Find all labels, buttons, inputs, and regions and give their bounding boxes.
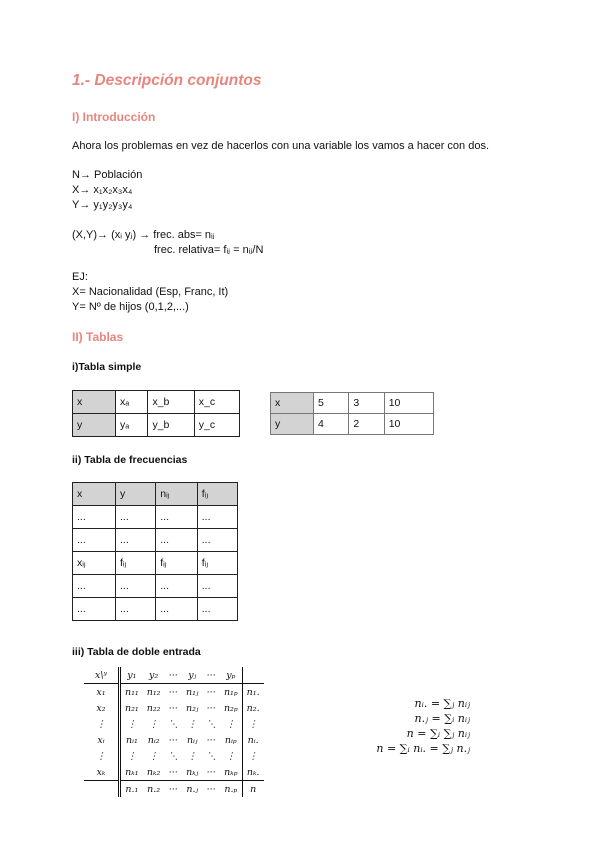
double-entry-table xyxy=(84,667,264,797)
table-cell: yₐ xyxy=(116,414,148,437)
table-cell xyxy=(84,781,120,798)
table-row xyxy=(73,552,238,575)
table-cell: ··· xyxy=(206,783,216,795)
table-cell: yₚ xyxy=(220,667,242,684)
table-cell: n₁. xyxy=(242,684,263,701)
table-row xyxy=(84,732,264,748)
x-definition: X→ x₁x₂x₃x₄ xyxy=(72,184,133,196)
table-cell: n₁ⱼ xyxy=(186,686,199,698)
table-cell: xᵢⱼ xyxy=(73,552,116,575)
table-cell: x\ʸ xyxy=(84,667,120,684)
table-cell: n₂. xyxy=(242,700,263,716)
rel-frequency-line: frec. relativa= fᵢⱼ = nᵢⱼ/N xyxy=(154,244,264,256)
table-cell: ... xyxy=(197,598,237,621)
example-y: Y= Nº de hijos (0,1,2,...) xyxy=(72,301,189,313)
marginal-formulas xyxy=(340,696,470,756)
table-cell: fᵢⱼ xyxy=(197,552,237,575)
table-cell: xᵢ xyxy=(84,732,120,748)
table-cell: ··· xyxy=(168,686,178,698)
double-table-heading: iii) Tabla de doble entrada xyxy=(72,646,201,658)
table-cell: 2 xyxy=(349,414,384,435)
table-cell: ⋱ xyxy=(168,750,178,762)
table-cell: x xyxy=(271,393,314,414)
table-cell: ··· xyxy=(202,764,220,781)
table-cell: ··· xyxy=(202,667,220,684)
example-x: X= Nacionalidad (Esp, Franc, It) xyxy=(72,286,229,298)
simple-table-heading: i)Tabla simple xyxy=(72,361,142,373)
table-cell: 3 xyxy=(349,393,384,414)
table-cell: 4 xyxy=(314,414,349,435)
table-cell: ⋮ xyxy=(127,718,137,730)
table-cell: ⋱ xyxy=(168,718,178,730)
table-cell: y₂ xyxy=(143,667,165,684)
n-definition: N→ Población xyxy=(72,169,143,181)
table-cell: ... xyxy=(197,506,237,529)
table-cell: fᵢⱼ xyxy=(156,552,198,575)
table-cell: ... xyxy=(156,598,198,621)
table-cell: 10 xyxy=(384,393,433,414)
table-cell: ... xyxy=(73,529,116,552)
table-cell: n₁ₚ xyxy=(223,686,238,698)
table-cell: n₁₂ xyxy=(146,686,161,698)
formula-line: n = ∑ᵢ nᵢ. = ∑ⱼ n.ⱼ xyxy=(376,742,470,755)
table-cell: x_b xyxy=(148,391,194,414)
table-cell xyxy=(242,667,263,684)
table-cell: ⋮ xyxy=(242,748,263,764)
table-row xyxy=(84,700,264,716)
table-row xyxy=(84,781,264,798)
table-row xyxy=(271,393,434,414)
simple-table-numeric xyxy=(270,392,434,435)
table-cell: nᵢ. xyxy=(242,732,263,748)
table-cell: ... xyxy=(156,506,198,529)
table-header-cell: nᵢⱼ xyxy=(156,483,198,506)
example-label: EJ: xyxy=(72,271,88,283)
section-heading-intro: I) Introducción xyxy=(72,110,156,124)
table-header-cell: x xyxy=(73,483,116,506)
table-cell: ... xyxy=(73,575,116,598)
table-row xyxy=(84,716,264,732)
table-cell: nᵢ₁ xyxy=(125,734,138,746)
page-title: 1.- Descripción conjuntos xyxy=(72,72,262,89)
table-cell: ··· xyxy=(168,783,178,795)
table-cell: nᵢⱼ xyxy=(186,734,198,746)
table-cell: fᵢⱼ xyxy=(116,552,156,575)
table-cell: ··· xyxy=(165,667,183,684)
table-cell: ··· xyxy=(206,734,216,746)
table-cell: y_c xyxy=(194,414,239,437)
table-cell: ⋮ xyxy=(226,750,236,762)
table-cell: xₐ xyxy=(116,391,148,414)
table-row xyxy=(73,598,238,621)
table-cell: ⋱ xyxy=(206,750,216,762)
table-cell: 10 xyxy=(384,414,433,435)
table-cell: y xyxy=(271,414,314,435)
table-cell: n₂₁ xyxy=(125,702,139,714)
table-row xyxy=(73,575,238,598)
table-cell: xₖ xyxy=(84,764,120,781)
table-cell: nᵢ₂ xyxy=(147,734,160,746)
table-cell: n.ₚ xyxy=(224,783,238,795)
table-cell: ... xyxy=(156,575,198,598)
y-definition: Y→ y₁y₂y₃y₄ xyxy=(72,199,133,211)
table-cell: n₂ⱼ xyxy=(186,702,199,714)
table-cell: x xyxy=(73,391,116,414)
table-cell: ⋮ xyxy=(148,750,159,762)
table-row xyxy=(271,414,434,435)
table-cell: y xyxy=(73,414,116,437)
intro-paragraph: Ahora los problemas en vez de hacerlos con una variable los vamos a hacer con dos. xyxy=(72,140,490,152)
table-cell: ⋮ xyxy=(187,718,197,730)
table-cell: ... xyxy=(116,529,156,552)
table-cell: n₂₂ xyxy=(146,702,161,714)
table-cell: nᵢₚ xyxy=(224,734,237,746)
table-row xyxy=(84,667,264,684)
formula-line: n = ∑ᵢ ∑ⱼ nᵢⱼ xyxy=(406,727,470,740)
table-row xyxy=(73,391,240,414)
table-cell: ... xyxy=(197,529,237,552)
table-cell: ... xyxy=(73,598,116,621)
formula-line: n.ⱼ = ∑ᵢ nᵢⱼ xyxy=(414,712,470,725)
frequency-table xyxy=(72,482,238,621)
table-row xyxy=(84,684,264,701)
table-cell: n.₁ xyxy=(125,783,139,795)
table-cell: x_c xyxy=(194,391,239,414)
table-cell: ... xyxy=(73,506,116,529)
table-cell: ⋮ xyxy=(84,748,120,764)
table-cell: nₖ₂ xyxy=(143,764,165,781)
table-cell: ⋮ xyxy=(127,750,137,762)
table-cell: ··· xyxy=(206,686,216,698)
formula-line: nᵢ. = ∑ⱼ nᵢⱼ xyxy=(414,697,470,710)
frequency-table-heading: ii) Tabla de frecuencias xyxy=(72,454,188,466)
table-cell: ... xyxy=(116,598,156,621)
table-cell: nₖⱼ xyxy=(182,764,202,781)
table-cell: nₖₚ xyxy=(220,764,242,781)
table-cell: ··· xyxy=(165,764,183,781)
table-cell: nₖ. xyxy=(242,764,263,781)
table-row xyxy=(73,483,238,506)
table-cell: y_b xyxy=(148,414,194,437)
table-cell: nₖ₁ xyxy=(120,764,143,781)
table-cell: yⱼ xyxy=(182,667,202,684)
table-cell: ⋮ xyxy=(84,716,120,732)
table-cell: ··· xyxy=(206,702,216,714)
table-row xyxy=(73,529,238,552)
table-cell: n₁₁ xyxy=(125,686,139,698)
table-cell: ··· xyxy=(168,702,178,714)
table-row xyxy=(84,748,264,764)
table-cell: ... xyxy=(197,575,237,598)
table-cell: ··· xyxy=(168,734,178,746)
table-cell: ... xyxy=(116,506,156,529)
table-row xyxy=(73,414,240,437)
table-cell: n₂ₚ xyxy=(223,702,238,714)
table-cell: ⋮ xyxy=(226,718,236,730)
table-cell: n xyxy=(242,781,263,798)
table-cell: ⋮ xyxy=(148,718,159,730)
table-row xyxy=(73,506,238,529)
section-heading-tables: II) Tablas xyxy=(72,330,124,344)
table-cell: y₁ xyxy=(120,667,143,684)
table-cell: ... xyxy=(116,575,156,598)
table-cell: ⋮ xyxy=(242,716,263,732)
table-cell: x₁ xyxy=(84,684,120,701)
table-cell: 5 xyxy=(314,393,349,414)
table-cell: n.ⱼ xyxy=(186,783,199,795)
table-row xyxy=(84,764,264,781)
table-cell: ... xyxy=(156,529,198,552)
table-cell: ⋮ xyxy=(187,750,197,762)
table-cell: n.₂ xyxy=(147,783,161,795)
simple-table-symbolic xyxy=(72,390,240,437)
table-cell: x₂ xyxy=(84,700,120,716)
table-cell: ⋱ xyxy=(206,718,216,730)
table-header-cell: fᵢⱼ xyxy=(197,483,237,506)
table-header-cell: y xyxy=(116,483,156,506)
abs-frequency-line: (X,Y)→ (xᵢ yⱼ) → frec. abs= nᵢⱼ xyxy=(72,229,215,241)
